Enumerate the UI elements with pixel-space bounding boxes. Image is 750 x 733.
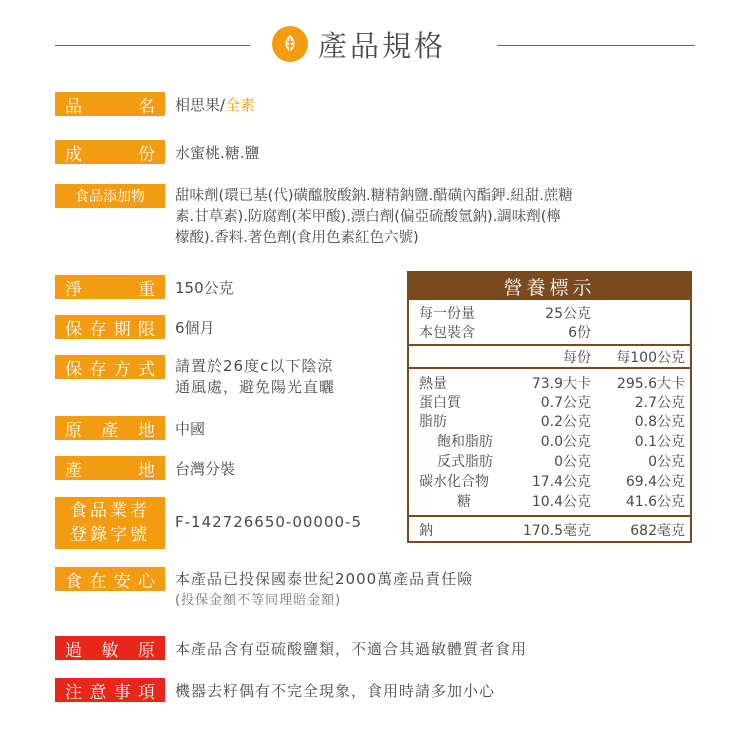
label-shelf-life <box>55 315 165 339</box>
nutrition-item-per-100g: 0.8公克 <box>634 414 685 430</box>
additives-line-1: 甜味劑(環已基(代)磺醯胺酸鈉.糖精鈉鹽.醋磺內酯鉀.紐甜.蔗糖 <box>175 188 573 204</box>
page-title: 產品規格 <box>318 28 447 63</box>
nutrition-item-per-serving: 10.4公克 <box>531 494 591 510</box>
label-insurance-text: 食在安心 <box>65 571 155 592</box>
nutrition-item-per-serving: 0.2公克 <box>540 414 591 430</box>
serving-size-label: 每一份量 <box>419 306 475 322</box>
value-allergen: 本產品含有亞硫酸鹽類，不適合其過敏體質者食用 <box>175 640 528 658</box>
nutrition-item-per-100g: 2.7公克 <box>634 395 685 411</box>
value-storage <box>175 356 335 398</box>
value-name-vegan: 全素 <box>225 96 256 114</box>
header-rule-right <box>497 45 695 46</box>
value-ingredients: 水蜜桃.糖.鹽 <box>175 144 260 162</box>
storage-line-2: 通風處，避免陽光直曬 <box>175 378 336 396</box>
header-rule-left <box>55 45 250 46</box>
label-weight-text: 淨 重 <box>65 279 155 300</box>
nutrition-item-name: 糖 <box>457 494 471 510</box>
servings-per-pack-value: 6份 <box>568 325 591 341</box>
value-origin: 中國 <box>175 420 206 438</box>
label-storage <box>55 355 165 379</box>
label-notice <box>55 678 165 702</box>
nutrition-item-per-serving: 170.5毫克 <box>522 523 591 539</box>
nutrition-item-per-100g: 69.4公克 <box>625 474 685 490</box>
value-notice: 機器去籽偶有不完全現象，食用時請多加小心 <box>175 682 496 700</box>
label-registration-line-1: 食品業者 <box>70 501 150 521</box>
nutrition-item-per-100g: 0.1公克 <box>634 434 685 450</box>
label-shelf-life-text: 保存期限 <box>65 319 155 340</box>
nutrition-divider-3 <box>409 515 690 517</box>
nutrition-item-per-serving: 0.7公克 <box>540 395 591 411</box>
nutrition-divider-2 <box>409 367 690 369</box>
nutrition-item-name: 反式脂肪 <box>437 454 493 470</box>
value-shelf-life: 6個月 <box>175 319 215 337</box>
nutrition-item-name: 脂肪 <box>419 414 447 430</box>
label-ingredients-text: 成 份 <box>65 144 155 165</box>
label-producer-text: 產 地 <box>65 460 155 481</box>
label-weight <box>55 275 165 299</box>
col-per-serving: 每份 <box>563 350 591 366</box>
nutrition-item-name: 碳水化合物 <box>419 474 489 490</box>
nutrition-item-per-100g: 295.6大卡 <box>616 376 685 392</box>
serving-size-value: 25公克 <box>545 306 591 322</box>
nutrition-divider-1 <box>409 344 690 346</box>
value-name <box>175 94 255 115</box>
nutrition-item-per-100g: 0公克 <box>648 454 685 470</box>
label-origin <box>55 416 165 440</box>
nutrition-item-name: 鈉 <box>419 523 433 539</box>
insurance-line-2: (投保金額不等同理賠金額) <box>175 593 342 608</box>
label-registration <box>55 497 165 549</box>
nutrition-table <box>407 271 692 543</box>
nutrition-title: 營養標示 <box>409 273 690 300</box>
value-name-text: 相思果/ <box>175 96 226 114</box>
label-origin-text: 原 產 地 <box>65 420 155 441</box>
additives-line-3: 檬酸).香料.著色劑(食用色素紅色六號) <box>175 230 419 246</box>
label-name-text: 品 名 <box>65 96 155 117</box>
label-storage-text: 保存方式 <box>65 359 155 380</box>
value-registration: F-142726650-00000-5 <box>175 513 363 531</box>
nutrition-item-per-serving: 0公克 <box>554 454 591 470</box>
label-additives: 食品添加物 <box>55 184 165 208</box>
label-allergen-text: 過 敏 原 <box>65 640 155 661</box>
label-ingredients <box>55 140 165 164</box>
nutrition-item-name: 蛋白質 <box>419 395 461 411</box>
label-allergen <box>55 636 165 660</box>
servings-per-pack-label: 本包裝含 <box>419 325 475 341</box>
storage-line-1: 請置於26度c以下陰涼 <box>175 357 334 375</box>
label-notice-text: 注意事項 <box>65 682 155 703</box>
nutrition-item-per-100g: 41.6公克 <box>625 494 685 510</box>
col-per-100g: 每100公克 <box>616 350 685 366</box>
nutrition-item-per-serving: 17.4公克 <box>531 474 591 490</box>
insurance-line-1: 本產品已投保國泰世紀2000萬產品責任險 <box>175 570 474 588</box>
header <box>272 22 446 66</box>
label-producer <box>55 456 165 480</box>
leaf-icon <box>272 26 308 62</box>
nutrition-item-per-serving: 73.9大卡 <box>531 376 591 392</box>
value-additives <box>175 186 705 249</box>
nutrition-item-name: 飽和脂肪 <box>437 434 493 450</box>
label-name <box>55 92 165 116</box>
nutrition-item-per-serving: 0.0公克 <box>540 434 591 450</box>
nutrition-item-name: 熱量 <box>419 376 447 392</box>
value-producer: 台灣分裝 <box>175 460 236 478</box>
label-insurance <box>55 567 165 591</box>
label-registration-line-2: 登錄字號 <box>70 525 150 545</box>
value-insurance <box>175 568 473 612</box>
value-weight: 150公克 <box>175 279 234 297</box>
additives-line-2: 素.甘草素).防腐劑(苯甲酸).漂白劑(偏亞硫酸氫鈉).調味劑(檸 <box>175 209 561 225</box>
nutrition-item-per-100g: 682毫克 <box>630 523 685 539</box>
